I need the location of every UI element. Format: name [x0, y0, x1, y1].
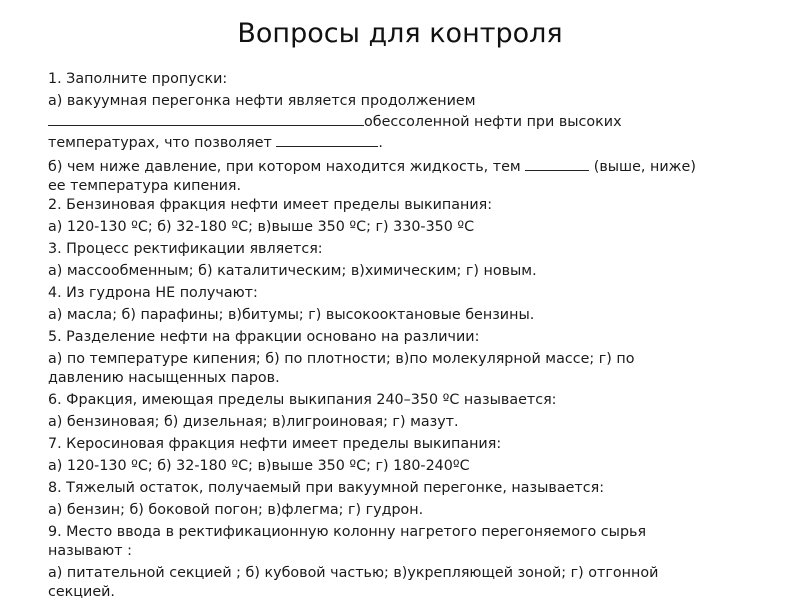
answer-options — [48, 218, 788, 237]
answer-text: секцией. — [48, 584, 115, 600]
answer-text: а) 120-130 ºС; б) 32-180 ºС; в)выше 350 ºС; г) 180-240ºС — [48, 458, 470, 474]
answer-options — [48, 501, 788, 520]
question — [48, 391, 788, 410]
question-line — [48, 132, 788, 153]
fill-blank[interactable] — [276, 132, 378, 147]
question-text: 5. Разделение нефти на фракции основано на различии: — [48, 329, 480, 345]
question-text: обессоленной нефти при высоких — [364, 114, 622, 130]
question — [48, 435, 788, 454]
answer-text: давлению насыщенных паров. — [48, 370, 280, 386]
question — [48, 328, 788, 347]
answer-text: а) бензиновая; б) дизельная; в)лигроиновая; г) мазут. — [48, 414, 459, 430]
question-text: 2. Бензиновая фракция нефти имеет пределы выкипания: — [48, 197, 493, 213]
question — [48, 523, 788, 561]
question-text: температурах, что позволяет — [48, 135, 277, 151]
question-line — [48, 156, 788, 177]
question-line — [48, 111, 788, 132]
question-text: 9. Место ввода в ректификационную колонну нагретого перегоняемого сырья — [48, 524, 647, 540]
questions-content — [48, 70, 788, 602]
question — [48, 196, 788, 215]
answer-text: а) 120-130 ºС; б) 32-180 ºС; в)выше 350 ºС; г) 330-350 ºС — [48, 219, 475, 235]
question-text: б) чем ниже давление, при котором находится жидкость, тем — [48, 159, 526, 175]
question — [48, 479, 788, 498]
question-text: . — [378, 135, 383, 151]
question-text: а) вакуумная перегонка нефти является продолжением — [48, 93, 476, 109]
answer-options — [48, 262, 788, 281]
answer-options — [48, 306, 788, 325]
question-text: 8. Тяжелый остаток, получаемый при вакуумной перегонке, называется: — [48, 480, 605, 496]
question-1-part-a — [48, 92, 788, 153]
answer-options — [48, 457, 788, 476]
answer-text: а) питательной секцией ; б) кубовой частью; в)укрепляющей зоной; г) отгонной — [48, 565, 659, 581]
question — [48, 284, 788, 303]
answer-options — [48, 413, 788, 432]
answer-options — [48, 350, 788, 388]
question-text: ее температура кипения. — [48, 178, 242, 194]
question-1-part-b — [48, 156, 788, 196]
question-text: называют : — [48, 543, 132, 559]
question — [48, 240, 788, 259]
answer-text: а) бензин; б) боковой погон; в)флегма; г) гудрон. — [48, 502, 424, 518]
answer-text: а) по температуре кипения; б) по плотности; в)по молекулярной массе; г) по — [48, 351, 635, 367]
answer-options — [48, 564, 788, 602]
question-1-heading — [48, 70, 788, 89]
question-text: 3. Процесс ректификации является: — [48, 241, 323, 257]
question-text: (выше, ниже) — [589, 159, 696, 175]
page-title: Вопросы для контроля — [237, 18, 563, 49]
answer-text: а) масла; б) парафины; в)битумы; г) высокооктановые бензины. — [48, 307, 535, 323]
question-text: 7. Керосиновая фракция нефти имеет пределы выкипания: — [48, 436, 502, 452]
fill-blank[interactable] — [48, 111, 364, 126]
fill-blank[interactable] — [525, 156, 589, 171]
question-text: 6. Фракция, имеющая пределы выкипания 240–350 ºС называется: — [48, 392, 557, 408]
question-text: 1. Заполните пропуски: — [48, 71, 228, 87]
question-text: 4. Из гудрона НЕ получают: — [48, 285, 258, 301]
answer-text: а) массообменным; б) каталитическим; в)химическим; г) новым. — [48, 263, 537, 279]
